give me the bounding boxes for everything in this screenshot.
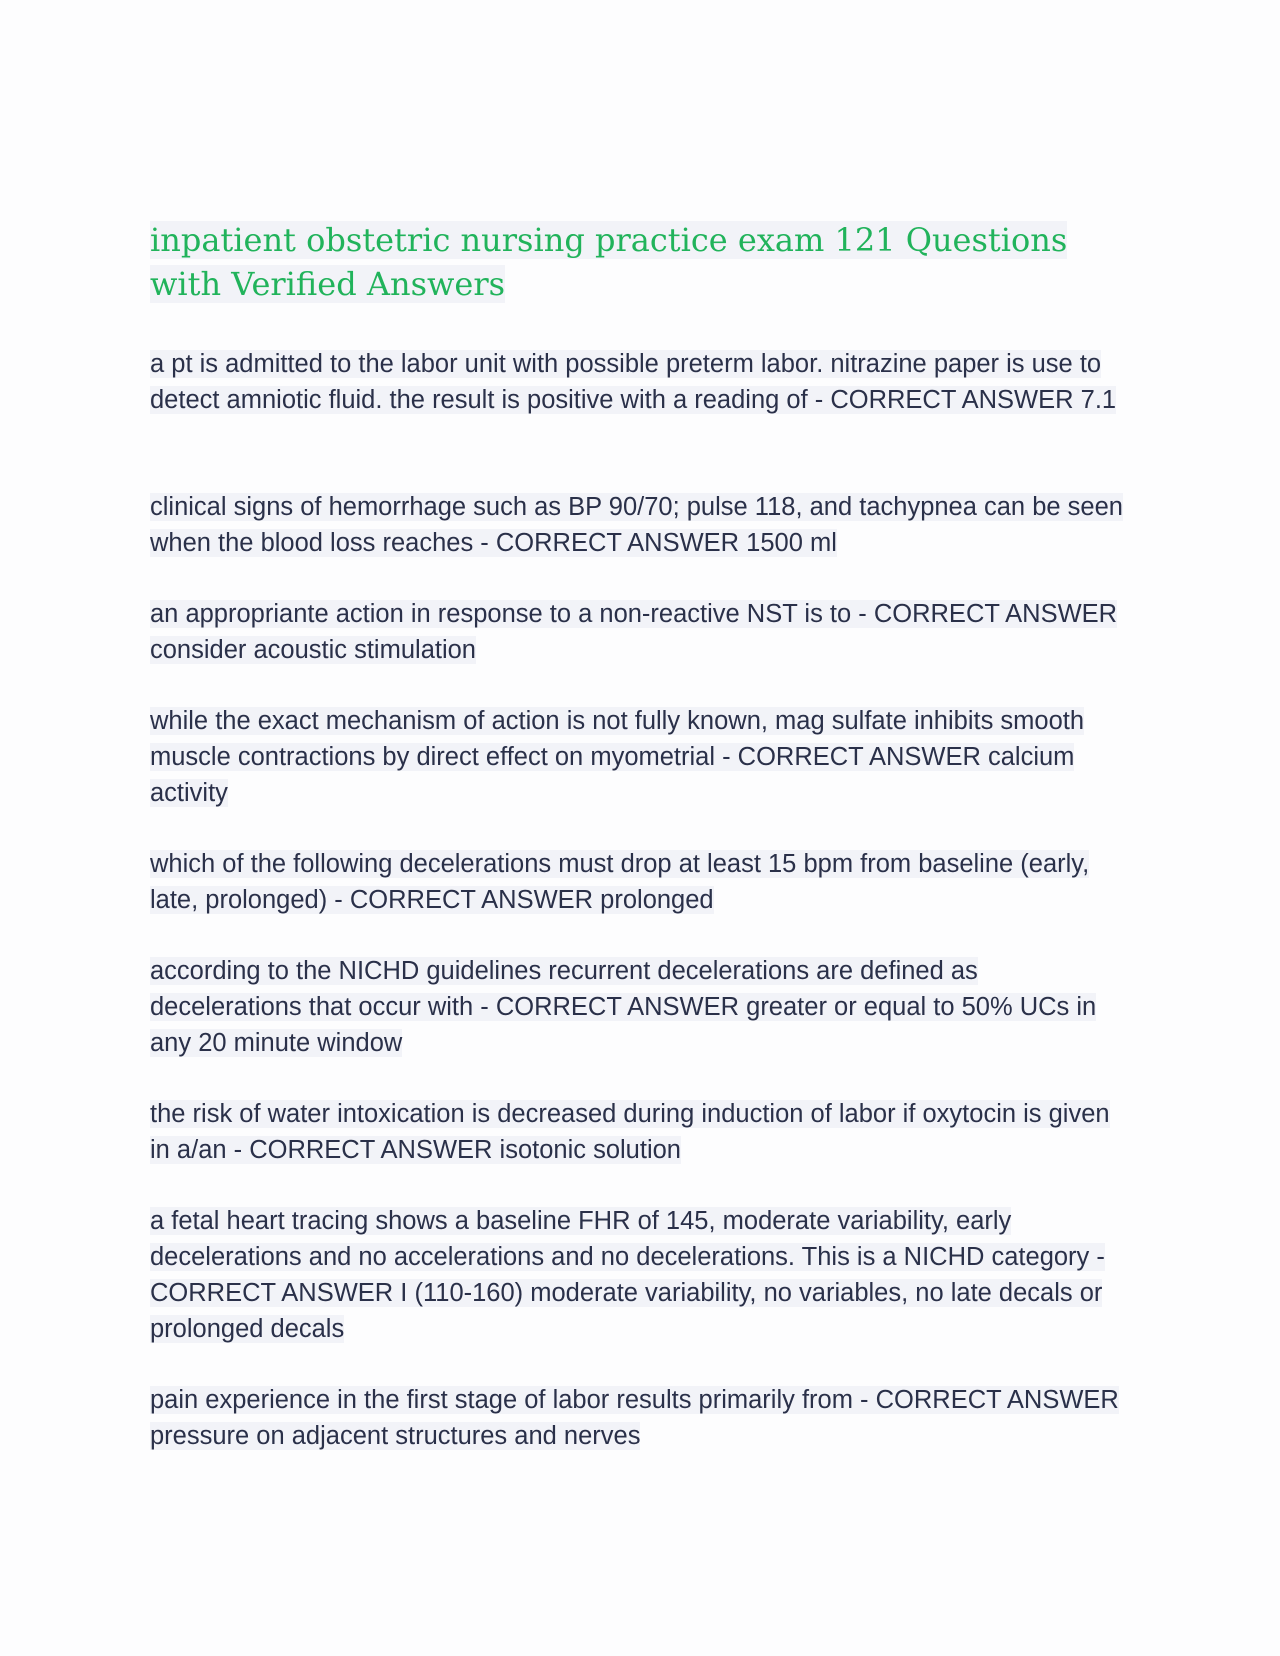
question-answer-text: which of the following decelerations must drop at least 15 bpm from baseline (early, late, prolonged) - CORRECT ANSWER prolonged [150, 850, 1090, 914]
question-answer-text: a pt is admitted to the labor unit with possible preterm labor. nitrazine paper is use to detect amniotic fluid. the result is positive with a reading of - CORRECT ANSWER 7.1 [150, 350, 1117, 414]
question-answer-item [150, 703, 1130, 811]
question-answer-text: the risk of water intoxication is decreased during induction of labor if oxytocin is given in a/an - CORRECT ANSWER isotonic solution [150, 1100, 1110, 1164]
question-answer-item [150, 596, 1130, 668]
question-answer-text: according to the NICHD guidelines recurrent decelerations are defined as decelerations that occur with - CORRECT ANSWER greater or equal to 50% UCs in any 20 minute window [150, 957, 1097, 1057]
question-answer-item [150, 1203, 1130, 1347]
question-answer-item [150, 1096, 1130, 1168]
question-answer-text: an appropriante action in response to a non-reactive NST is to - CORRECT ANSWER consider acoustic stimulation [150, 600, 1118, 664]
question-answer-text: pain experience in the first stage of labor results primarily from - CORRECT ANSWER pressure on adjacent structures and nerves [150, 1386, 1119, 1450]
question-answer-text: a fetal heart tracing shows a baseline FHR of 145, moderate variability, early decelerations and no accelerations and no decelerations. This is a NICHD category - CORRECT ANSWER I (110-160) moderate variability, no variables, no late decals or prolonged decals [150, 1207, 1105, 1343]
question-answer-item [150, 846, 1130, 918]
question-answer-item [150, 953, 1130, 1061]
question-answer-text: while the exact mechanism of action is not fully known, mag sulfate inhibits smooth muscle contractions by direct effect on myometrial - CORRECT ANSWER calcium activity [150, 707, 1085, 807]
document-title [150, 218, 1110, 306]
document-title-text: inpatient obstetric nursing practice exam 121 Questions with Verified Answers [150, 221, 1068, 303]
question-answer-item [150, 1382, 1130, 1454]
question-answer-item [150, 346, 1130, 418]
question-answer-item [150, 489, 1130, 561]
question-answer-text: clinical signs of hemorrhage such as BP 90/70; pulse 118, and tachypnea can be seen when the blood loss reaches - CORRECT ANSWER 1500 ml [150, 493, 1123, 557]
